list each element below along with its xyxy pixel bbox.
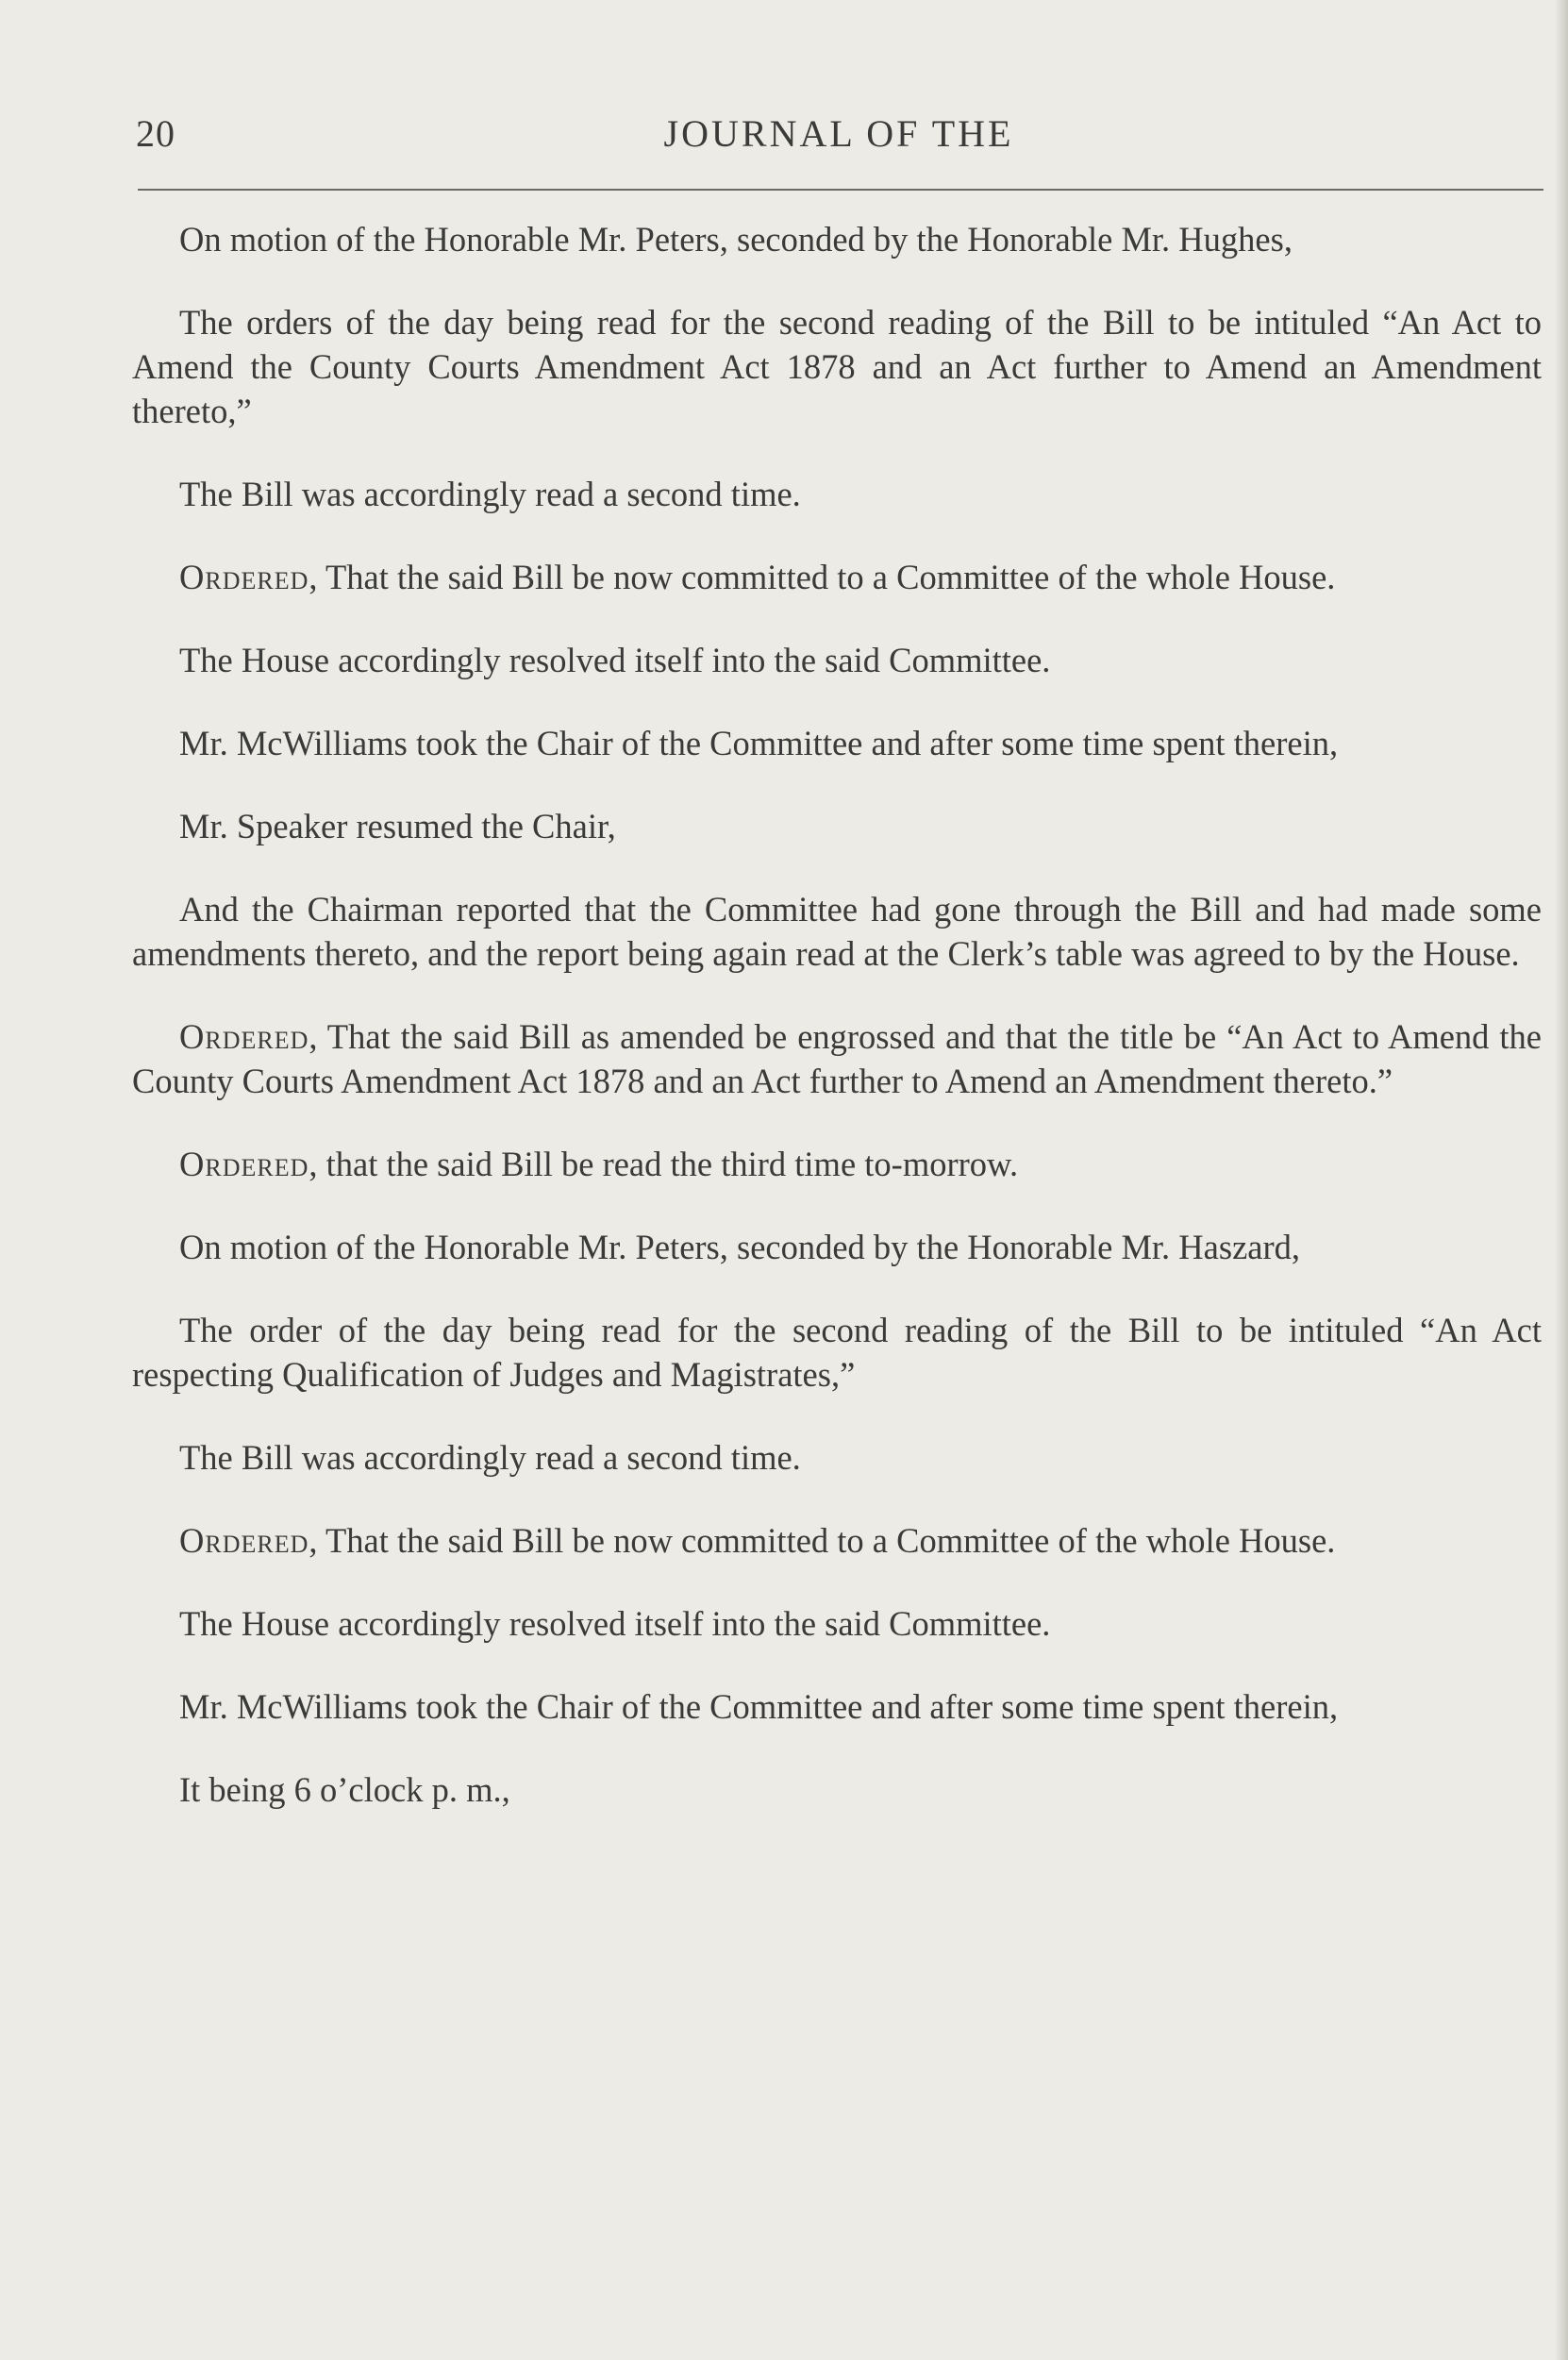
paragraph-text: , That the said Bill be now committed to a Committee of the whole House. xyxy=(309,1521,1336,1560)
paragraph-text: It being 6 o’clock p. m., xyxy=(179,1770,510,1809)
paragraph xyxy=(132,1014,1542,1103)
paragraph xyxy=(132,555,1542,599)
paragraph-text: On motion of the Honorable Mr. Peters, seconded by the Honorable Mr. Hughes, xyxy=(179,220,1293,259)
paragraph-text: The House accordingly resolved itself into the said Committee. xyxy=(179,1604,1051,1643)
paragraph xyxy=(132,804,1542,848)
paragraph-text: And the Chairman reported that the Committee had gone through the Bill and had made some amendments thereto, and the report being again read at the Clerk’s table was agreed to by the House. xyxy=(132,890,1542,973)
paragraph xyxy=(132,1142,1542,1186)
paragraph-lead: Ordered xyxy=(179,1145,309,1183)
paragraph xyxy=(132,217,1542,261)
journal-body xyxy=(132,217,1542,1850)
paragraph-text: , That the said Bill as amended be engrossed and that the title be “An Act to Amend the County Courts Amendment Act 1878 and an Act further to Amend an Amendment thereto.” xyxy=(132,1017,1542,1100)
paragraph xyxy=(132,1767,1542,1812)
page-spine-shadow xyxy=(1555,0,1568,2360)
paragraph-text: , That the said Bill be now committed to a Committee of the whole House. xyxy=(309,558,1336,596)
paragraph-lead: Ordered xyxy=(179,1521,309,1560)
paragraph-text: The order of the day being read for the second reading of the Bill to be intituled “An Act respecting Qualification of Judges and Magistrates,” xyxy=(132,1311,1542,1394)
paragraph-text: Mr. McWilliams took the Chair of the Committee and after some time spent therein, xyxy=(179,1687,1339,1726)
paragraph-text: The House accordingly resolved itself into the said Committee. xyxy=(179,641,1051,679)
paragraph-text: Mr. Speaker resumed the Chair, xyxy=(179,807,616,845)
paragraph xyxy=(132,1435,1542,1480)
paragraph xyxy=(132,1684,1542,1729)
paragraph-text: , that the said Bill be read the third time to-morrow. xyxy=(309,1145,1019,1183)
paragraph-text: The orders of the day being read for the second reading of the Bill to be intituled “An Act to Amend the County Courts Amendment Act 1878 and an Act further to Amend an Amendment thereto,” xyxy=(132,303,1542,430)
paragraph xyxy=(132,1225,1542,1269)
page-header xyxy=(136,111,1542,159)
running-head: JOURNAL OF THE xyxy=(663,112,1014,155)
paragraph-lead: Ordered xyxy=(179,1017,309,1056)
paragraph-text: Mr. McWilliams took the Chair of the Committee and after some time spent therein, xyxy=(179,724,1339,762)
paragraph xyxy=(132,887,1542,976)
paragraph xyxy=(132,472,1542,516)
page-number: 20 xyxy=(136,112,175,155)
paragraph-text: The Bill was accordingly read a second time. xyxy=(179,475,801,513)
paragraph xyxy=(132,638,1542,682)
paragraph xyxy=(132,1518,1542,1563)
paragraph-lead: Ordered xyxy=(179,558,309,596)
paragraph-text: On motion of the Honorable Mr. Peters, seconded by the Honorable Mr. Haszard, xyxy=(179,1228,1300,1266)
paragraph xyxy=(132,300,1542,433)
paragraph xyxy=(132,1308,1542,1397)
header-rule xyxy=(138,189,1543,191)
paragraph xyxy=(132,721,1542,765)
paragraph xyxy=(132,1601,1542,1646)
paragraph-text: The Bill was accordingly read a second time. xyxy=(179,1438,801,1477)
